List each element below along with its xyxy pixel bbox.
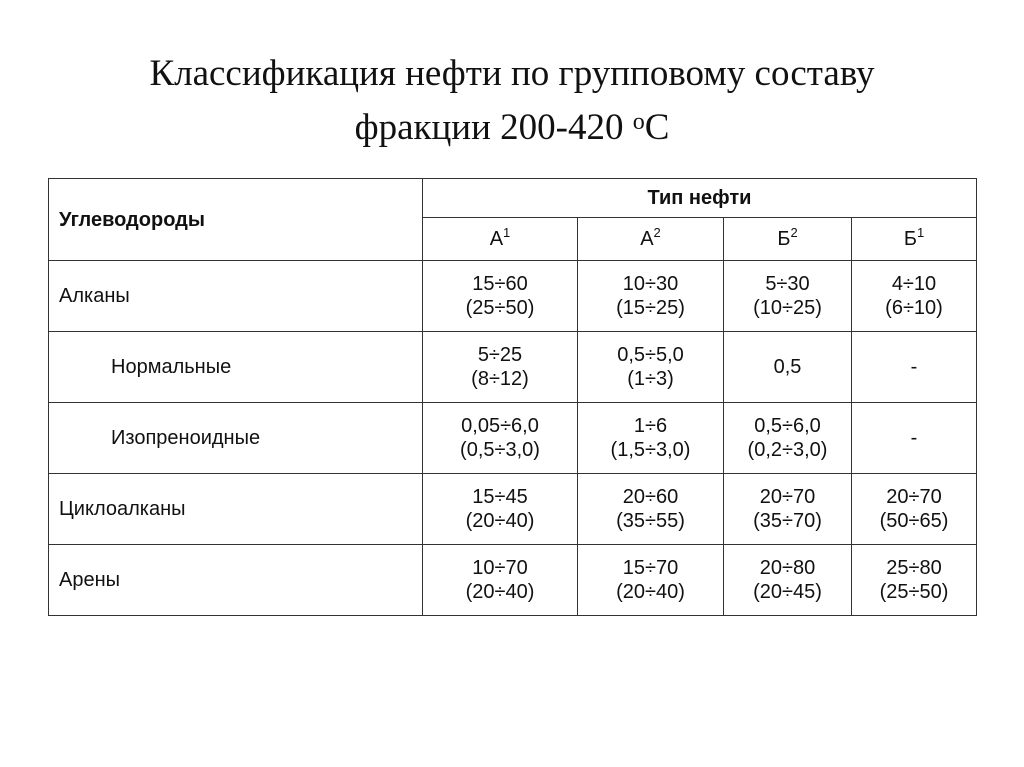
cell-typical-range: (20÷40) (616, 581, 685, 603)
table-cell (423, 474, 578, 545)
table-row (49, 332, 977, 403)
table-cell (724, 261, 852, 332)
column-base: А (640, 228, 654, 250)
cell-range: - (910, 427, 918, 449)
table-row (49, 545, 977, 616)
cell-typical-range: (8÷12) (471, 368, 529, 390)
column-header (724, 218, 852, 261)
table-cell (578, 261, 724, 332)
table-cell (724, 474, 852, 545)
table-cell (724, 332, 852, 403)
cell-typical-range: (1,5÷3,0) (610, 439, 691, 461)
table-cell (578, 545, 724, 616)
cell-typical-range: (10÷25) (753, 297, 822, 319)
cell-range: 0,5÷5,0 (617, 344, 684, 366)
row-header: Углеводороды (49, 179, 423, 261)
slide-title (0, 50, 1024, 152)
cell-range: 20÷80 (759, 557, 816, 579)
cell-range: 10÷30 (622, 273, 679, 295)
row-label: Нормальные (49, 332, 423, 403)
cell-range: 0,5÷6,0 (754, 415, 821, 437)
oil-classification-table (48, 178, 977, 616)
cell-typical-range: (25÷50) (465, 297, 535, 319)
row-label: Изопреноидные (49, 403, 423, 474)
cell-range: 5÷30 (765, 273, 810, 295)
table-cell (724, 403, 852, 474)
cell-range: 15÷45 (472, 486, 528, 508)
cell-range: 15÷70 (622, 557, 679, 579)
table-cell (423, 403, 578, 474)
table-cell (852, 545, 977, 616)
cell-range: 5÷25 (477, 344, 523, 366)
table-cell (852, 332, 977, 403)
column-base: Б (777, 228, 791, 250)
row-label: Арены (49, 545, 423, 616)
cell-range: 10÷70 (472, 557, 528, 579)
cell-typical-range: (35÷70) (753, 510, 822, 532)
cell-typical-range: (6÷10) (885, 297, 943, 319)
cell-range: 25÷80 (886, 557, 942, 579)
table-cell (578, 474, 724, 545)
table-row (49, 261, 977, 332)
cell-typical-range: (1÷3) (627, 368, 674, 390)
column-header (423, 218, 578, 261)
cell-typical-range: (50÷65) (879, 510, 949, 532)
column-base: А (489, 228, 504, 250)
table-row (49, 474, 977, 545)
cell-typical-range: (20÷40) (465, 581, 535, 603)
row-label: Циклоалканы (49, 474, 423, 545)
table-cell (852, 261, 977, 332)
cell-range: 20÷70 (886, 486, 942, 508)
cell-typical-range: (20÷45) (753, 581, 822, 603)
cell-range: 20÷60 (622, 486, 679, 508)
table-cell (852, 403, 977, 474)
table-cell (423, 332, 578, 403)
cell-typical-range: (25÷50) (879, 581, 949, 603)
cell-typical-range: (15÷25) (616, 297, 685, 319)
table-cell (423, 545, 578, 616)
title-line-1: Классификация нефти по групповому составу (149, 53, 875, 94)
column-sup: 2 (790, 225, 798, 240)
cell-range: 0,05÷6,0 (461, 415, 539, 437)
cell-range: 20÷70 (759, 486, 816, 508)
table-cell (423, 261, 578, 332)
table-cell (578, 403, 724, 474)
table-row (49, 403, 977, 474)
cell-range: 4÷10 (891, 273, 937, 295)
cell-typical-range: (0,5÷3,0) (460, 439, 540, 461)
column-header (578, 218, 724, 261)
table-cell (724, 545, 852, 616)
cell-typical-range: (0,2÷3,0) (747, 439, 828, 461)
cell-range: - (910, 356, 918, 378)
table-cell (578, 332, 724, 403)
group-header: Тип нефти (423, 179, 977, 218)
row-label: Алканы (49, 261, 423, 332)
cell-range: 15÷60 (472, 273, 528, 295)
title-line-2: фракции 200-420 $^o$C (354, 107, 670, 148)
column-sup: 1 (503, 225, 511, 240)
column-sup: 1 (916, 225, 925, 240)
cell-typical-range: (35÷55) (616, 510, 685, 532)
cell-typical-range: (20÷40) (465, 510, 535, 532)
column-sup: 2 (653, 225, 661, 240)
cell-range: 0,5 (773, 356, 802, 378)
table-cell (852, 474, 977, 545)
column-header (852, 218, 977, 261)
cell-range: 1÷6 (633, 415, 668, 437)
column-base: Б (903, 228, 917, 250)
